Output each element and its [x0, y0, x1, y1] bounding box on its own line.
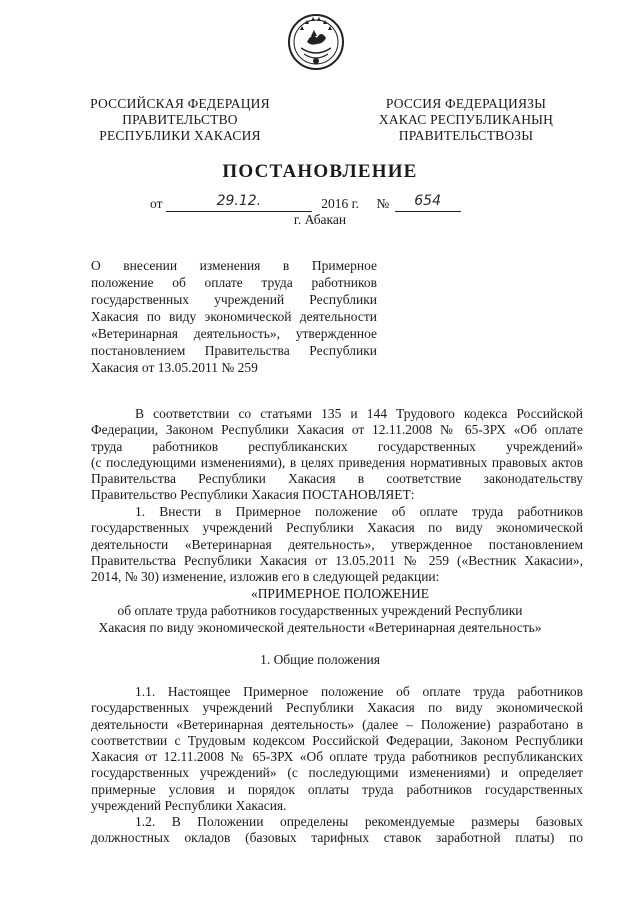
header-right-block [368, 96, 564, 144]
annex-title: «ПРИМЕРНОЕ ПОЛОЖЕНИЕ [250, 586, 430, 601]
text-line: государственных учреждений» (с последующими изменениями) и определяет [91, 765, 583, 781]
annex-subtitle-line: об оплате труда работников государственных учреждений Республики [117, 603, 523, 618]
date-prefix: от [150, 196, 163, 211]
header-right-line: ПРАВИТЕЛЬСТВОЗЫ [398, 128, 534, 143]
header-left-block [86, 96, 274, 144]
annex-subtitle-line: Хакасия по виду экономической деятельности «Ветеринарная деятельность» [98, 620, 542, 635]
text-line: соответствии с Трудовым кодексом Российской Федерации, Законом Республики [91, 732, 583, 748]
paragraph-1-2 [91, 814, 583, 847]
subject-block [91, 257, 377, 376]
text-line: Хакасия от 12.11.2008 № 65-ЗРХ «Об оплате труда работников республиканских [91, 749, 583, 765]
text-line: (с последующими изменениями), в целях приведения нормативных правовых актов [91, 454, 583, 470]
header-left-line: РОССИЙСКАЯ ФЕДЕРАЦИЯ [90, 96, 270, 111]
paragraph-1-1 [91, 684, 583, 814]
header-left-line: ПРАВИТЕЛЬСТВО [122, 112, 238, 127]
text-line: деятельности «Ветеринарная деятельность» (далее – Положение) разработано в [91, 716, 583, 732]
section-title: 1. Общие положения [260, 652, 380, 667]
text-line: учреждений Республики Хакасия. [91, 798, 287, 814]
subject-line: государственных учреждений Республики [91, 292, 377, 307]
subject-line: Хакасия от 13.05.2011 № 259 [91, 360, 258, 375]
paragraph-preamble [91, 406, 583, 504]
text-line: 1.1. Настоящее Примерное положение об оплате труда работников [135, 684, 583, 699]
handwritten-date: 29.12. [216, 193, 262, 209]
text-line: Федерации, Законом Республики Хакасия от 12.11.2008 № 65-ЗРХ «Об оплате [91, 422, 583, 438]
subject-line: постановлением Правительства Республики [91, 343, 377, 358]
subject-line: Хакасия по виду экономической деятельности [91, 309, 377, 324]
text-line: 2014, № 30) изменение, изложив его в следующей редакции: [91, 569, 440, 585]
text-line: труда работников республиканских государственных учреждений» [91, 438, 583, 454]
date-year-suffix: 2016 г. [321, 196, 359, 211]
document-title: ПОСТАНОВЛЕНИЕ [222, 161, 418, 182]
text-line: 1. Внести в Примерное положение об оплате труда работников [135, 504, 583, 519]
handwritten-number: 654 [414, 193, 441, 209]
subject-line: положение об оплате труда работников [91, 275, 377, 290]
subject-line: «Ветеринарная деятельность», утвержденное [91, 326, 377, 341]
coat-of-arms-emblem [287, 12, 345, 72]
subject-line: О внесении изменения в Примерное [91, 258, 377, 273]
text-line: Правительства Республики Хакасия в соответствие законодательству [91, 471, 583, 487]
text-line: Правительство Республики Хакасия ПОСТАНОВЛЯЕТ: [91, 487, 415, 503]
header-left-line: РЕСПУБЛИКИ ХАКАСИЯ [99, 128, 261, 143]
text-line: государственных учреждений Республики Хакасия по виду экономической [91, 520, 583, 536]
header-right-line: ХАКАС РЕСПУБЛИКАНЫҢ [378, 112, 554, 127]
text-line: государственных учреждений Республики Хакасия по виду экономической [91, 700, 583, 716]
text-line: В соответствии со статьями 135 и 144 Трудового кодекса Российской [135, 406, 583, 421]
text-line: 1.2. В Положении определены рекомендуемые размеры базовых [135, 814, 583, 829]
text-line: примерные условия и порядок оплаты труда работников государственных [91, 781, 583, 797]
number-field [395, 193, 461, 212]
date-field [166, 193, 312, 212]
text-line: деятельности «Ветеринарная деятельность», утвержденное постановлением [91, 536, 583, 552]
number-sign: № [376, 196, 390, 211]
text-line: должностных окладов (базовых тарифных ставок заработной платы) по [91, 830, 583, 846]
paragraph-item-1 [91, 504, 583, 585]
city-line: г. Абакан [293, 212, 347, 227]
header-right-line: РОССИЯ ФЕДЕРАЦИЯЗЫ [385, 96, 547, 111]
text-line: Правительства Республики Хакасия от 13.05.2011 № 259 («Вестник Хакасии», [91, 552, 583, 568]
date-number-line [150, 193, 461, 212]
